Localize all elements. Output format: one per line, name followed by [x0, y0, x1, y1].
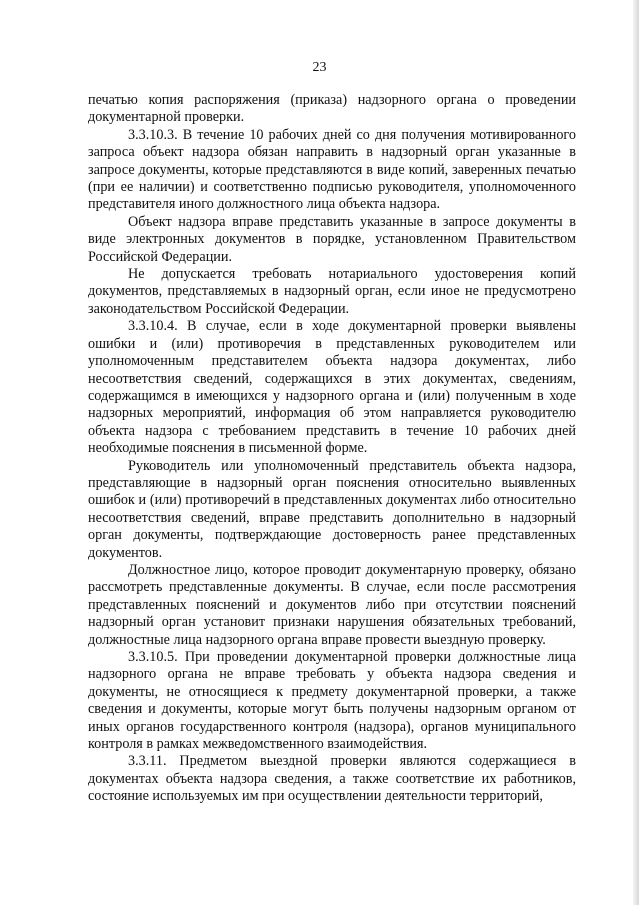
paragraph-official-review: Должностное лицо, которое проводит документарную проверку, обязано рассмотреть представленные документы. В случае, если после рассмотрения представленных пояснений и документов либо при отсутствии пояснений надзорный орган установит признаки нарушения обязательных требований, должностные лица надзорного органа вправе провести выездную проверку. [88, 561, 576, 648]
paragraph-3-3-10-5: 3.3.10.5. При проведении документарной проверки должностные лица надзорного органа не вправе требовать у объекта надзора сведения и документы, не относящиеся к предмету документарной проверки, а также сведения и документы, которые могут быть получены надзорным органом от иных органов государственного контроля (надзора), органов муниципального контроля в рамках межведомственного взаимодействия. [88, 649, 576, 753]
paragraph-3-3-10-4: 3.3.10.4. В случае, если в ходе документарной проверки выявлены ошибки и (или) противоречия в представленных руководителем или уполномоченным представителем объекта надзора документах, либо несоответствия сведений, содержащихся в этих документах, сведениям, содержащимся в имеющихся у надзорного органа и (или) полученным в ходе надзорных мероприятий, информация об этом направляется руководителю объекта надзора с требованием представить в течение 10 рабочих дней необходимые пояснения в письменной форме. [88, 318, 576, 457]
page-edge-shadow [633, 0, 639, 905]
paragraph-electronic-documents: Объект надзора вправе представить указанные в запросе документы в виде электронных документов в порядке, установленном Правительством Российской Федерации. [88, 213, 576, 265]
paragraph-3-3-10-3: 3.3.10.3. В течение 10 рабочих дней со дня получения мотивированного запроса объект надзора обязан направить в надзорный орган указанные в запросе документы, которые представляются в виде копий, заверенных печатью (при ее наличии) и соответственно подписью руководителя, уполномоченного представителя иного должностного лица объекта надзора. [88, 126, 576, 213]
page-number: 23 [312, 60, 327, 75]
paragraph-notarial-certification: Не допускается требовать нотариального удостоверения копий документов, представляемых в надзорный орган, если иное не предусмотрено законодательством Российской Федерации. [88, 266, 576, 317]
paragraph-explanations: Руководитель или уполномоченный представитель объекта надзора, представляющие в надзорный орган пояснения относительно выявленных ошибок и (или) противоречий в представленных документах либо относительно несоответствия сведений, вправе представить дополнительно в надзорный орган документы, подтверждающие достоверность ранее представленных документов. [88, 457, 576, 561]
paragraph-continuation: печатью копия распоряжения (приказа) надзорного органа о проведении документарной проверки. [88, 92, 576, 126]
paragraph-3-3-11: 3.3.11. Предметом выездной проверки являются содержащиеся в документах объекта надзора сведения, а также соответствие их работников, состояние используемых им при осуществлении деятельности территорий, [88, 753, 576, 805]
document-body [88, 92, 576, 806]
